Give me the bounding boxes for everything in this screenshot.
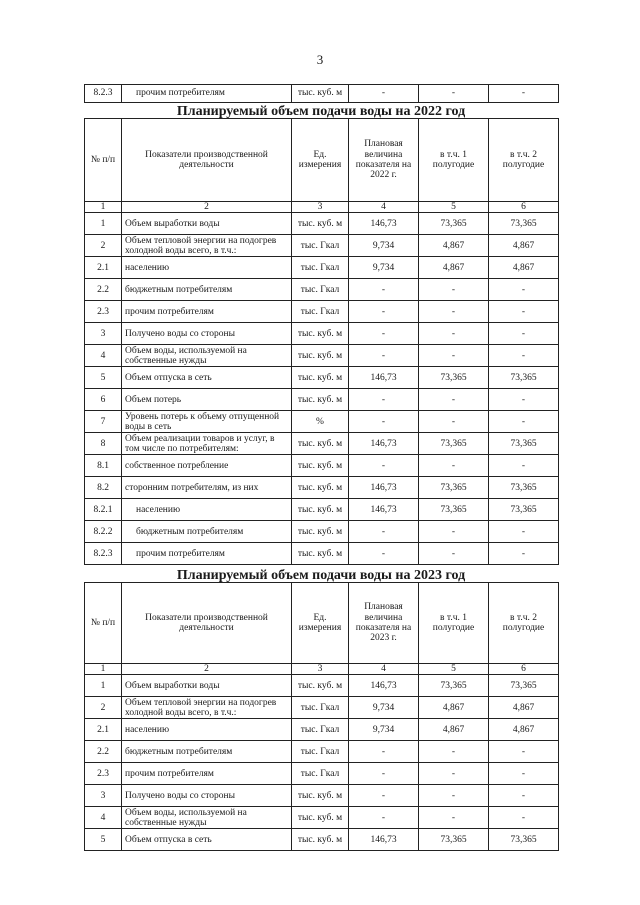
- header-plan: Плановая величина показателя на 2023 г.: [349, 583, 419, 664]
- row-no: 8.2.1: [85, 499, 122, 521]
- table-row: [85, 675, 559, 697]
- header-no: № п/п: [85, 583, 122, 664]
- row-h1: 73,365: [419, 829, 489, 851]
- row-h1: -: [419, 763, 489, 785]
- row-name: Уровень потерь к объему отпущенной воды в сеть: [122, 411, 292, 433]
- row-unit: тыс. Гкал: [292, 741, 349, 763]
- row-no: 8.1: [85, 455, 122, 477]
- row-name: Объем потерь: [122, 389, 292, 411]
- table-row: [85, 257, 559, 279]
- row-plan: -: [349, 301, 419, 323]
- table-row: [85, 521, 559, 543]
- row-h1: -: [419, 807, 489, 829]
- row-h1: -: [419, 389, 489, 411]
- table-row: [85, 235, 559, 257]
- table-row: [85, 301, 559, 323]
- row-h1: 73,365: [419, 675, 489, 697]
- table-2022-title: Планируемый объем подачи воды на 2022 год: [176, 104, 466, 119]
- col-number: 3: [292, 664, 349, 675]
- table-row: [85, 477, 559, 499]
- header-h1: в т.ч. 1 полугодие: [419, 119, 489, 202]
- table-row: [85, 697, 559, 719]
- row-plan: -: [349, 763, 419, 785]
- row-unit: тыс. куб. м: [292, 455, 349, 477]
- row-plan: -: [349, 785, 419, 807]
- row-plan: 9,734: [349, 697, 419, 719]
- row-h1: -: [419, 741, 489, 763]
- row-h1: -: [419, 279, 489, 301]
- row-no: 2: [85, 235, 122, 257]
- row-name: бюджетным потребителям: [122, 521, 292, 543]
- page-number: 3: [316, 52, 324, 67]
- header-no: № п/п: [85, 119, 122, 202]
- row-name: Получено воды со стороны: [122, 785, 292, 807]
- row-plan: 9,734: [349, 235, 419, 257]
- table-row: [85, 411, 559, 433]
- row-no: 2: [85, 697, 122, 719]
- row-unit: тыс. Гкал: [292, 719, 349, 741]
- row-name: прочим потребителям: [122, 301, 292, 323]
- row-h2: -: [489, 763, 559, 785]
- row-plan: 146,73: [349, 433, 419, 455]
- row-no: 5: [85, 829, 122, 851]
- row-h2: -: [489, 521, 559, 543]
- row-name: Объем тепловой энергии на подогрев холодной воды всего, в т.ч.:: [122, 235, 292, 257]
- table-header-row: [85, 119, 559, 202]
- col-number: 5: [419, 664, 489, 675]
- row-no: 3: [85, 323, 122, 345]
- row-h2: 4,867: [489, 235, 559, 257]
- row-name: прочим потребителям: [122, 763, 292, 785]
- row-unit: тыс. куб. м: [292, 345, 349, 367]
- table-row: [85, 455, 559, 477]
- row-unit: тыс. куб. м: [292, 521, 349, 543]
- table-row: [85, 807, 559, 829]
- row-no: 4: [85, 345, 122, 367]
- header-name: Показатели производственной деятельности: [122, 583, 292, 664]
- table-row: [85, 345, 559, 367]
- row-no: 8.2.3: [85, 85, 122, 103]
- row-h1: 4,867: [419, 257, 489, 279]
- row-h1: 4,867: [419, 697, 489, 719]
- row-unit: тыс. Гкал: [292, 279, 349, 301]
- row-h1: -: [419, 85, 489, 103]
- row-plan: -: [349, 411, 419, 433]
- row-no: 5: [85, 367, 122, 389]
- column-number-row: [85, 664, 559, 675]
- row-h2: -: [489, 411, 559, 433]
- row-h1: -: [419, 521, 489, 543]
- row-h2: 73,365: [489, 433, 559, 455]
- table-row: [85, 323, 559, 345]
- row-unit: тыс. Гкал: [292, 235, 349, 257]
- row-unit: тыс. куб. м: [292, 213, 349, 235]
- row-no: 8.2.3: [85, 543, 122, 565]
- row-plan: -: [349, 323, 419, 345]
- row-h1: -: [419, 785, 489, 807]
- row-name: населению: [122, 499, 292, 521]
- row-unit: тыс. куб. м: [292, 807, 349, 829]
- row-plan: 146,73: [349, 477, 419, 499]
- row-plan: -: [349, 807, 419, 829]
- row-h1: 73,365: [419, 499, 489, 521]
- row-h2: 4,867: [489, 257, 559, 279]
- table-row: [85, 763, 559, 785]
- row-h2: -: [489, 85, 559, 103]
- row-no: 8.2.2: [85, 521, 122, 543]
- row-h1: -: [419, 411, 489, 433]
- table-row: [85, 543, 559, 565]
- row-h2: 73,365: [489, 477, 559, 499]
- row-h2: -: [489, 301, 559, 323]
- row-no: 3: [85, 785, 122, 807]
- row-unit: тыс. Гкал: [292, 301, 349, 323]
- row-h2: 4,867: [489, 719, 559, 741]
- row-plan: 146,73: [349, 367, 419, 389]
- row-name: прочим потребителям: [122, 85, 292, 103]
- table-row: [85, 499, 559, 521]
- row-plan: 146,73: [349, 213, 419, 235]
- row-h2: -: [489, 543, 559, 565]
- col-number: 1: [85, 664, 122, 675]
- row-h2: -: [489, 785, 559, 807]
- row-name: Объем воды, используемой на собственные нужды: [122, 807, 292, 829]
- row-unit: тыс. куб. м: [292, 323, 349, 345]
- row-h1: -: [419, 455, 489, 477]
- col-number: 6: [489, 202, 559, 213]
- row-name: прочим потребителям: [122, 543, 292, 565]
- row-h1: 73,365: [419, 477, 489, 499]
- row-name: Объем выработки воды: [122, 675, 292, 697]
- col-number: 5: [419, 202, 489, 213]
- row-h2: 4,867: [489, 697, 559, 719]
- table-row: [85, 389, 559, 411]
- row-name: Объем выработки воды: [122, 213, 292, 235]
- row-h1: -: [419, 301, 489, 323]
- row-unit: тыс. куб. м: [292, 477, 349, 499]
- row-name: сторонним потребителям, из них: [122, 477, 292, 499]
- row-no: 8: [85, 433, 122, 455]
- row-unit: тыс. куб. м: [292, 543, 349, 565]
- row-plan: 146,73: [349, 675, 419, 697]
- row-h2: -: [489, 345, 559, 367]
- table-row: [85, 829, 559, 851]
- table-2023: [84, 582, 559, 851]
- row-no: 2.3: [85, 301, 122, 323]
- row-plan: -: [349, 521, 419, 543]
- row-name: бюджетным потребителям: [122, 279, 292, 301]
- row-no: 1: [85, 213, 122, 235]
- row-no: 1: [85, 675, 122, 697]
- header-h2: в т.ч. 2 полугодие: [489, 583, 559, 664]
- row-h1: -: [419, 543, 489, 565]
- row-h2: -: [489, 807, 559, 829]
- col-number: 3: [292, 202, 349, 213]
- row-h1: -: [419, 345, 489, 367]
- row-unit: тыс. куб. м: [292, 675, 349, 697]
- row-plan: 9,734: [349, 257, 419, 279]
- row-h1: 73,365: [419, 433, 489, 455]
- row-unit: тыс. Гкал: [292, 763, 349, 785]
- header-h2: в т.ч. 2 полугодие: [489, 119, 559, 202]
- row-no: 2.3: [85, 763, 122, 785]
- table-row: [85, 279, 559, 301]
- row-no: 2.2: [85, 279, 122, 301]
- row-unit: тыс. куб. м: [292, 389, 349, 411]
- row-name: Объем воды, используемой на собственные нужды: [122, 345, 292, 367]
- row-h2: -: [489, 279, 559, 301]
- row-plan: -: [349, 741, 419, 763]
- row-unit: тыс. куб. м: [292, 785, 349, 807]
- row-plan: 146,73: [349, 829, 419, 851]
- row-h1: 73,365: [419, 367, 489, 389]
- row-h1: 73,365: [419, 213, 489, 235]
- row-unit: тыс. куб. м: [292, 367, 349, 389]
- row-h2: -: [489, 455, 559, 477]
- row-unit: тыс. куб. м: [292, 85, 349, 103]
- row-no: 8.2: [85, 477, 122, 499]
- header-unit: Ед. измерения: [292, 119, 349, 202]
- row-name: бюджетным потребителям: [122, 741, 292, 763]
- row-h2: -: [489, 741, 559, 763]
- row-plan: 146,73: [349, 499, 419, 521]
- table-row: [85, 719, 559, 741]
- row-name: населению: [122, 257, 292, 279]
- col-number: 4: [349, 664, 419, 675]
- row-h2: 73,365: [489, 829, 559, 851]
- row-h2: 73,365: [489, 213, 559, 235]
- header-name: Показатели производственной деятельности: [122, 119, 292, 202]
- table-header-row: [85, 583, 559, 664]
- row-name: Объем реализации товаров и услуг, в том числе по потребителям:: [122, 433, 292, 455]
- col-number: 1: [85, 202, 122, 213]
- row-name: Объем тепловой энергии на подогрев холодной воды всего, в т.ч.:: [122, 697, 292, 719]
- col-number: 4: [349, 202, 419, 213]
- table-row: [85, 367, 559, 389]
- row-plan: 9,734: [349, 719, 419, 741]
- col-number: 6: [489, 664, 559, 675]
- row-h1: 4,867: [419, 719, 489, 741]
- table-row: [85, 785, 559, 807]
- row-unit: тыс. Гкал: [292, 257, 349, 279]
- row-name: Объем отпуска в сеть: [122, 367, 292, 389]
- row-no: 7: [85, 411, 122, 433]
- col-number: 2: [122, 202, 292, 213]
- header-unit: Ед. измерения: [292, 583, 349, 664]
- row-no: 4: [85, 807, 122, 829]
- row-h2: 73,365: [489, 499, 559, 521]
- table-2023-title: Планируемый объем подачи воды на 2023 год: [176, 568, 466, 583]
- row-name: Объем отпуска в сеть: [122, 829, 292, 851]
- column-number-row: [85, 202, 559, 213]
- row-h1: 4,867: [419, 235, 489, 257]
- row-h2: -: [489, 323, 559, 345]
- row-h1: -: [419, 323, 489, 345]
- row-unit: тыс. Гкал: [292, 697, 349, 719]
- row-plan: -: [349, 389, 419, 411]
- header-plan: Плановая величина показателя на 2022 г.: [349, 119, 419, 202]
- table-2022: [84, 118, 559, 565]
- table-row: [85, 85, 559, 103]
- header-h1: в т.ч. 1 полугодие: [419, 583, 489, 664]
- row-no: 2.1: [85, 719, 122, 741]
- row-plan: -: [349, 279, 419, 301]
- table-row: [85, 741, 559, 763]
- row-name: Получено воды со стороны: [122, 323, 292, 345]
- row-no: 6: [85, 389, 122, 411]
- row-h2: 73,365: [489, 367, 559, 389]
- row-plan: -: [349, 455, 419, 477]
- table-row: [85, 213, 559, 235]
- row-unit: %: [292, 411, 349, 433]
- col-number: 2: [122, 664, 292, 675]
- row-plan: -: [349, 543, 419, 565]
- row-no: 2.2: [85, 741, 122, 763]
- table-row: [85, 433, 559, 455]
- row-h2: 73,365: [489, 675, 559, 697]
- carryover-table: [84, 84, 559, 103]
- row-h2: -: [489, 389, 559, 411]
- row-unit: тыс. куб. м: [292, 433, 349, 455]
- row-unit: тыс. куб. м: [292, 499, 349, 521]
- row-name: собственное потребление: [122, 455, 292, 477]
- row-plan: -: [349, 345, 419, 367]
- row-unit: тыс. куб. м: [292, 829, 349, 851]
- row-plan: -: [349, 85, 419, 103]
- row-no: 2.1: [85, 257, 122, 279]
- row-name: населению: [122, 719, 292, 741]
